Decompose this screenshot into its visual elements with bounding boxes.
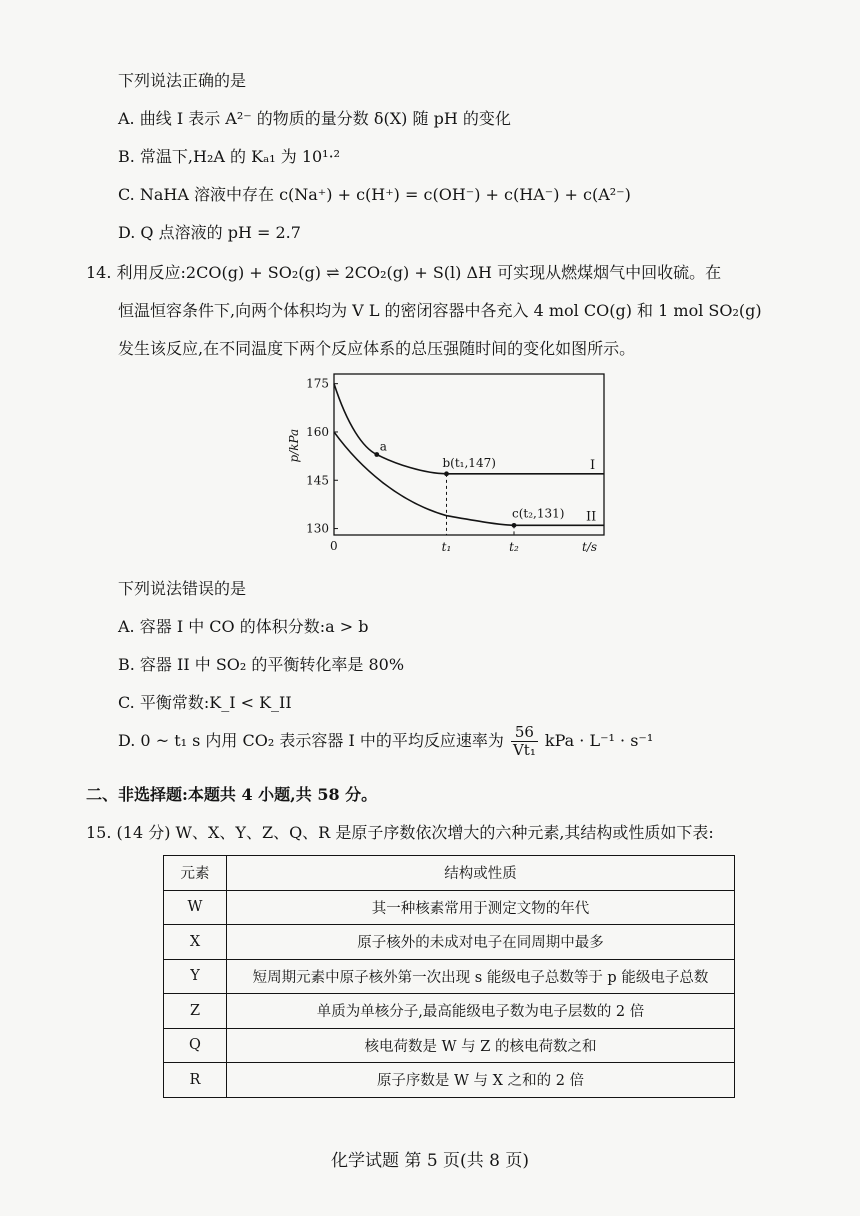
q14-prompt: 下列说法错误的是 <box>118 579 247 598</box>
y-tick-label: 175 <box>306 376 329 391</box>
q14-option-d <box>118 724 653 759</box>
y-tick-label: 130 <box>306 521 329 536</box>
origin-label: 0 <box>330 539 338 553</box>
element-cell: W <box>164 890 227 925</box>
table-header-property: 结构或性质 <box>227 856 735 891</box>
y-tick-label: 145 <box>306 473 329 488</box>
fraction-denominator: Vt₁ <box>512 741 536 759</box>
q14-option-a: A. 容器 I 中 CO 的体积分数:a > b <box>118 617 369 636</box>
element-cell: R <box>164 1063 227 1098</box>
y-tick-label: 160 <box>306 424 329 439</box>
table-row <box>164 959 735 994</box>
q13-option-d: D. Q 点溶液的 pH = 2.7 <box>118 223 301 242</box>
page-footer: 化学试题 第 5 页(共 8 页) <box>331 1151 529 1171</box>
y-axis-label: p/kPa <box>287 428 301 463</box>
table-row <box>164 925 735 960</box>
element-property-table <box>163 855 735 1098</box>
property-cell: 原子序数是 W 与 X 之和的 2 倍 <box>227 1063 735 1098</box>
point-label-1: b(t₁,147) <box>442 455 496 470</box>
point-label-2: c(t₂,131) <box>512 506 565 521</box>
element-cell: X <box>164 925 227 960</box>
x-tick-label: t₂ <box>509 540 519 554</box>
fraction-numerator: 56 <box>511 724 538 742</box>
table-row <box>164 890 735 925</box>
q14-option-d-suffix: kPa · L⁻¹ · s⁻¹ <box>544 731 654 750</box>
q13-option-a: A. 曲线 I 表示 A²⁻ 的物质的量分数 δ(X) 随 pH 的变化 <box>118 109 511 128</box>
q15-stem: 15. (14 分) W、X、Y、Z、Q、R 是原子序数依次增大的六种元素,其结构或性质如下表: <box>86 823 714 842</box>
point-label-0: a <box>379 439 387 454</box>
section-2-heading: 二、非选择题:本题共 4 小题,共 58 分。 <box>86 785 378 804</box>
table-header-element: 元素 <box>164 856 227 891</box>
rate-fraction <box>511 724 538 759</box>
q14-option-c: C. 平衡常数:K_I < K_II <box>118 693 292 712</box>
point-0 <box>374 452 379 457</box>
element-cell: Y <box>164 959 227 994</box>
table-row <box>164 994 735 1029</box>
table-row <box>164 1063 735 1098</box>
property-cell: 原子核外的未成对电子在同周期中最多 <box>227 925 735 960</box>
q13-option-c: C. NaHA 溶液中存在 c(Na⁺) + c(H⁺) = c(OH⁻) + c(HA⁻) + c(A²⁻) <box>118 185 631 204</box>
q14-stem-line3: 发生该反应,在不同温度下两个反应体系的总压强随时间的变化如图所示。 <box>118 339 636 358</box>
q14-stem-line2: 恒温恒容条件下,向两个体积均为 V L 的密闭容器中各充入 4 mol CO(g) 和 1 mol SO₂(g) <box>118 301 762 320</box>
table-header-row <box>164 856 735 891</box>
x-axis-label: t/s <box>582 540 598 554</box>
q13-prompt: 下列说法正确的是 <box>118 71 247 90</box>
property-cell: 单质为单核分子,最高能级电子数为电子层数的 2 倍 <box>227 994 735 1029</box>
series-label-I: I <box>590 457 596 473</box>
property-cell: 其一种核素常用于测定文物的年代 <box>227 890 735 925</box>
element-cell: Q <box>164 1028 227 1063</box>
property-cell: 核电荷数是 W 与 Z 的核电荷数之和 <box>227 1028 735 1063</box>
q14-stem-line1: 14. 利用反应:2CO(g) + SO₂(g) ⇌ 2CO₂(g) + S(l) ΔH 可实现从燃煤烟气中回收硫。在 <box>86 263 722 282</box>
q13-option-b: B. 常温下,H₂A 的 Kₐ₁ 为 10¹·² <box>118 147 341 166</box>
property-cell: 短周期元素中原子核外第一次出现 s 能级电子总数等于 p 能级电子总数 <box>227 959 735 994</box>
element-cell: Z <box>164 994 227 1029</box>
q14-option-b: B. 容器 II 中 SO₂ 的平衡转化率是 80% <box>118 655 405 674</box>
pressure-time-chart <box>276 368 626 568</box>
series-label-II: II <box>586 509 597 525</box>
table-row <box>164 1028 735 1063</box>
x-tick-label: t₁ <box>441 540 452 554</box>
q14-option-d-prefix: D. 0 ~ t₁ s 内用 CO₂ 表示容器 I 中的平均反应速率为 <box>118 731 504 750</box>
